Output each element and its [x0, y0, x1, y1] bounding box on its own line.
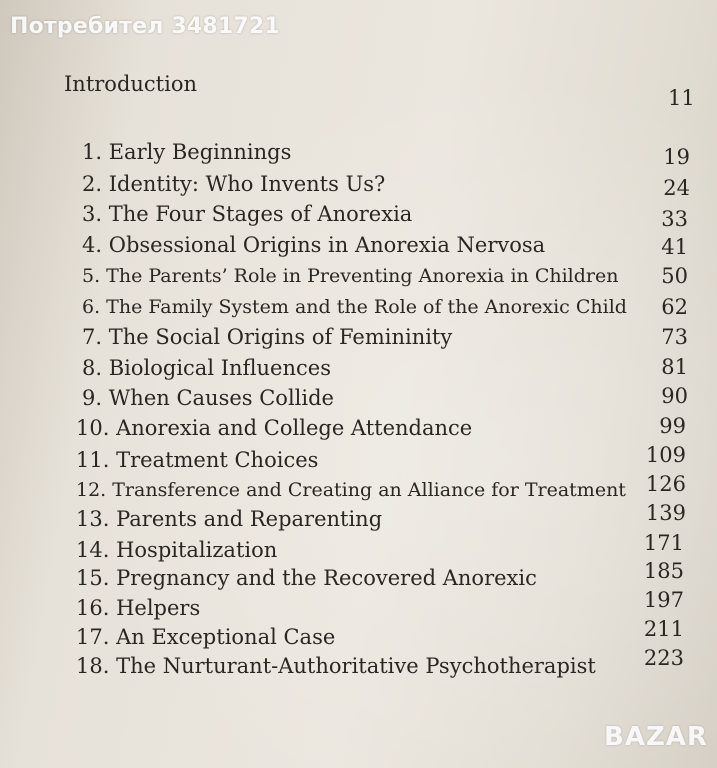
toc-entry [82, 262, 618, 290]
toc-entry [82, 170, 385, 198]
toc-entry [76, 652, 596, 680]
introduction-page-number: 11 [668, 86, 695, 110]
chapter-page-number: 185 [643, 559, 684, 583]
chapter-number: 6. [82, 296, 101, 318]
chapter-page-number: 62 [661, 295, 688, 319]
chapter-number: 7. [82, 325, 103, 349]
chapter-page-number: 109 [645, 443, 686, 467]
chapter-title: Pregnancy and the Recovered Anorexic [109, 566, 537, 590]
chapter-page-number: 223 [643, 646, 684, 670]
chapter-number: 11. [76, 448, 110, 472]
toc-entry [82, 138, 291, 166]
chapter-title: The Social Origins of Femininity [102, 325, 453, 349]
toc-entry [82, 231, 545, 259]
chapter-page-number: 33 [661, 207, 688, 231]
chapter-title: The Family System and the Role of the Anorexic Child [100, 296, 627, 318]
chapter-number: 13. [76, 507, 110, 531]
chapter-page-number: 171 [643, 531, 684, 555]
chapter-title: Treatment Choices [109, 448, 319, 472]
chapter-title: Parents and Reparenting [109, 507, 383, 531]
chapter-page-number: 19 [663, 145, 690, 169]
chapter-title: When Causes Collide [102, 386, 334, 410]
chapter-number: 17. [76, 625, 110, 649]
chapter-page-number: 90 [661, 384, 688, 408]
chapter-number: 14. [76, 538, 110, 562]
toc-entry [82, 354, 331, 382]
toc-entry [82, 200, 412, 228]
chapter-page-number: 50 [661, 264, 688, 288]
chapter-title: Identity: Who Invents Us? [102, 172, 386, 196]
chapter-page-number: 73 [661, 325, 688, 349]
chapter-page-number: 139 [645, 501, 686, 525]
toc-entry [76, 505, 382, 533]
chapter-title: Anorexia and College Attendance [109, 416, 473, 440]
chapter-number: 9. [82, 386, 103, 410]
toc-entry [82, 384, 334, 412]
chapter-number: 2. [82, 172, 103, 196]
chapter-page-number: 211 [643, 617, 684, 641]
toc-entry [76, 414, 472, 442]
toc-entry [76, 536, 277, 564]
chapter-title: The Four Stages of Anorexia [102, 202, 413, 226]
chapter-number: 16. [76, 596, 110, 620]
toc-entry [82, 323, 452, 351]
toc-entry [76, 476, 626, 504]
toc-entry [76, 446, 318, 474]
chapter-number: 1. [82, 140, 103, 164]
chapter-title: Early Beginnings [102, 140, 292, 164]
user-watermark: Потребител 3481721 [10, 14, 280, 39]
toc-entry [76, 564, 537, 592]
toc-entry [76, 594, 200, 622]
chapter-title: Hospitalization [109, 538, 278, 562]
chapter-page-number: 126 [645, 472, 686, 496]
chapter-number: 3. [82, 202, 103, 226]
chapter-title: The Nurturant-Authoritative Psychotherapist [109, 654, 596, 678]
chapter-number: 5. [82, 265, 101, 287]
chapter-number: 18. [76, 654, 110, 678]
chapter-page-number: 197 [643, 588, 684, 612]
chapter-page-number: 24 [663, 176, 690, 200]
introduction-title: Introduction [64, 72, 197, 96]
chapter-number: 10. [76, 416, 110, 440]
chapter-number: 4. [82, 233, 103, 257]
chapter-page-number: 99 [659, 414, 686, 438]
chapter-number: 15. [76, 566, 110, 590]
chapter-page-number: 41 [661, 235, 688, 259]
toc-entry [76, 623, 335, 651]
chapter-title: The Parents’ Role in Preventing Anorexia in Children [100, 265, 619, 287]
chapter-number: 8. [82, 356, 103, 380]
chapter-title: Biological Influences [102, 356, 331, 380]
chapter-number: 12. [76, 479, 107, 501]
chapter-title: Transference and Creating an Alliance for Treatment [106, 479, 626, 501]
chapter-title: Obsessional Origins in Anorexia Nervosa [102, 233, 546, 257]
toc-entry [82, 293, 627, 321]
chapter-title: Helpers [109, 596, 201, 620]
chapter-page-number: 81 [661, 355, 688, 379]
bazar-logo: BAZAR [604, 722, 708, 752]
chapter-title: An Exceptional Case [109, 625, 336, 649]
